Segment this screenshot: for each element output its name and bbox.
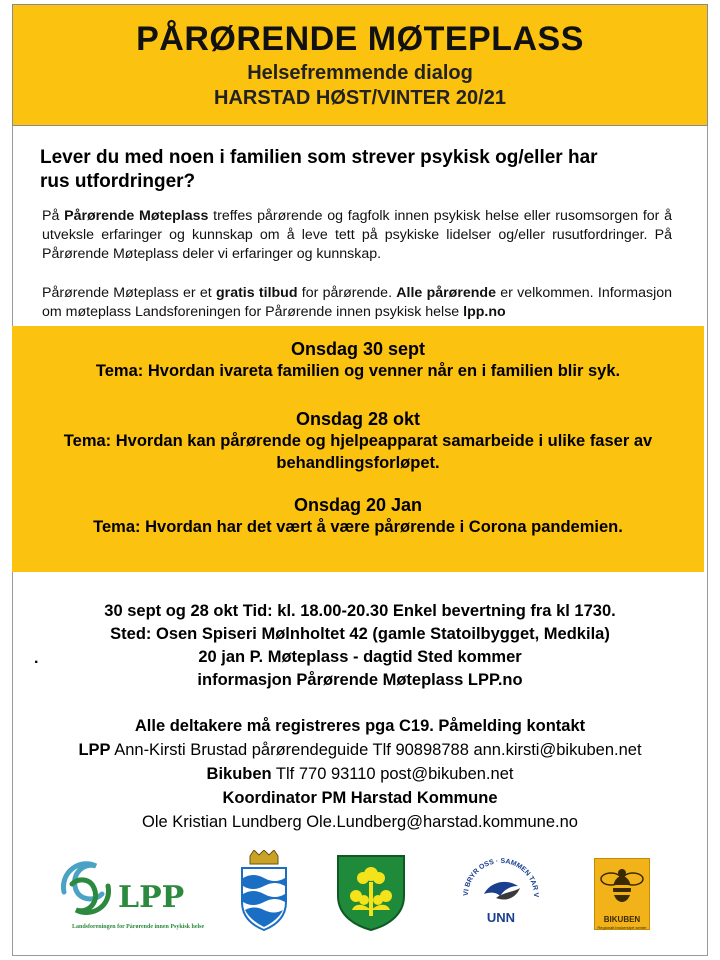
practical-line-1: 30 sept og 28 okt Tid: kl. 18.00-20.30 Enkel bevertning fra kl 1730. <box>104 602 616 620</box>
lpp-label: LPP <box>78 741 111 759</box>
header-banner <box>12 4 708 126</box>
unn-wordmark: UNN <box>486 910 516 925</box>
bikuben-label: Bikuben <box>206 765 272 783</box>
p1-bold: Pårørende Møteplass <box>64 208 209 224</box>
unn-logo <box>456 848 546 934</box>
practical-line-3: 20 jan P. Møteplass - dagtid Sted kommer <box>198 648 522 666</box>
hands-icon <box>54 852 118 922</box>
intro-paragraph-1 <box>42 207 672 264</box>
question-line-1: Lever du med noen i familien som strever psykisk og/eller har <box>40 147 598 168</box>
event-topic-line-2: behandlingsforløpet. <box>276 454 440 472</box>
p1-text-b: treffes pårørende og fagfolk innen psykisk helse eller rusomsorgen for å utveksle erfaringer og kunnskap om å leve tett på psykiske lidelser og/eller rusutfordringer. På Pårørende Møteplass deler vi erfaringer og kunnskap. <box>42 208 673 262</box>
unn-emblem <box>456 848 546 934</box>
events-box <box>12 326 704 572</box>
lpp-contact-text[interactable]: Ann-Kirsti Brustad pårørendeguide Tlf 90898788 ann.kirsti@bikuben.net <box>110 741 642 759</box>
event-2 <box>12 408 704 474</box>
flower-shield-icon <box>334 852 408 932</box>
event-topic <box>12 430 704 474</box>
intro-question <box>40 146 690 194</box>
stray-dot: . <box>34 650 39 667</box>
practical-line-2: Sted: Osen Spiseri Mølnholtet 42 (gamle Statoilbygget, Medkila) <box>110 625 610 643</box>
event-date: Onsdag 28 okt <box>295 409 421 429</box>
coordinator-title: Koordinator PM Harstad Kommune <box>222 789 498 807</box>
p2-bold-all: Alle pårørende <box>396 285 496 301</box>
coordinator-contact[interactable]: Ole Kristian Lundberg Ole.Lundberg@harstad.kommune.no <box>142 813 578 831</box>
event-topic-line-1: Tema: Hvordan kan pårørende og hjelpeapparat samarbeide i ulike faser av <box>63 432 653 450</box>
intro-paragraph-2 <box>42 284 672 322</box>
event-3 <box>12 494 704 538</box>
registration-text: Alle deltakere må registreres pga C19. Påmelding kontakt <box>134 717 586 735</box>
coordinator-heading <box>12 786 708 810</box>
bikuben-contact-text[interactable]: Tlf 770 93110 post@bikuben.net <box>271 765 514 783</box>
event-topic: Tema: Hvordan har det vært å være pårørende i Corona pandemien. <box>93 518 623 536</box>
poster-title: PÅRØRENDE MØTEPLASS <box>136 20 584 58</box>
municipal-shield <box>334 852 408 932</box>
poster-subtitle: Helsefremmende dialog <box>247 62 473 84</box>
p2-text-b: for pårørende. <box>297 285 397 301</box>
p2-link-lpp: lpp.no <box>463 304 506 320</box>
event-topic: Tema: Hvordan ivareta familien og venner når en i familien blir syk. <box>95 362 621 380</box>
practical-line-4: informasjon Pårørende Møteplass LPP.no <box>197 671 523 689</box>
bikuben-wordmark: BIKUBEN <box>603 915 641 924</box>
unn-ring-text: VI BRYR OSS · SAMMEN TAR V <box>462 857 540 898</box>
event-date: Onsdag 30 sept <box>290 339 426 359</box>
bee-icon <box>595 861 649 915</box>
logo-row <box>12 846 708 936</box>
bikuben-logo <box>594 858 650 930</box>
contact-info <box>12 714 708 834</box>
p2-text-c: er velkommen. Informasjon om møteplass Landsforeningen for Pårørende innen psykisk helse <box>42 285 672 320</box>
poster-season: HARSTAD HØST/VINTER 20/21 <box>214 87 506 109</box>
p2-bold-free: gratis tilbud <box>216 285 298 301</box>
question-line-2: rus utfordringer? <box>40 171 196 192</box>
event-date: Onsdag 20 Jan <box>293 495 423 515</box>
registration-line <box>12 714 708 738</box>
lpp-contact <box>12 738 708 762</box>
p1-text-a: På <box>42 208 65 224</box>
p2-text-a: Pårørende Møteplass er et <box>42 285 216 301</box>
lpp-wordmark: LPP <box>118 880 185 915</box>
bikuben-subtitle: Regionalt brukerstyrt senter <box>597 925 647 930</box>
event-1 <box>12 338 704 382</box>
harstad-coat-of-arms <box>238 850 290 932</box>
lpp-subtitle: Landsforeningen for Pårørende innen Psykisk helse <box>72 924 205 930</box>
shield-icon <box>238 850 290 932</box>
bikuben-contact <box>12 762 708 786</box>
lpp-logo <box>52 852 222 932</box>
practical-info <box>12 600 708 692</box>
